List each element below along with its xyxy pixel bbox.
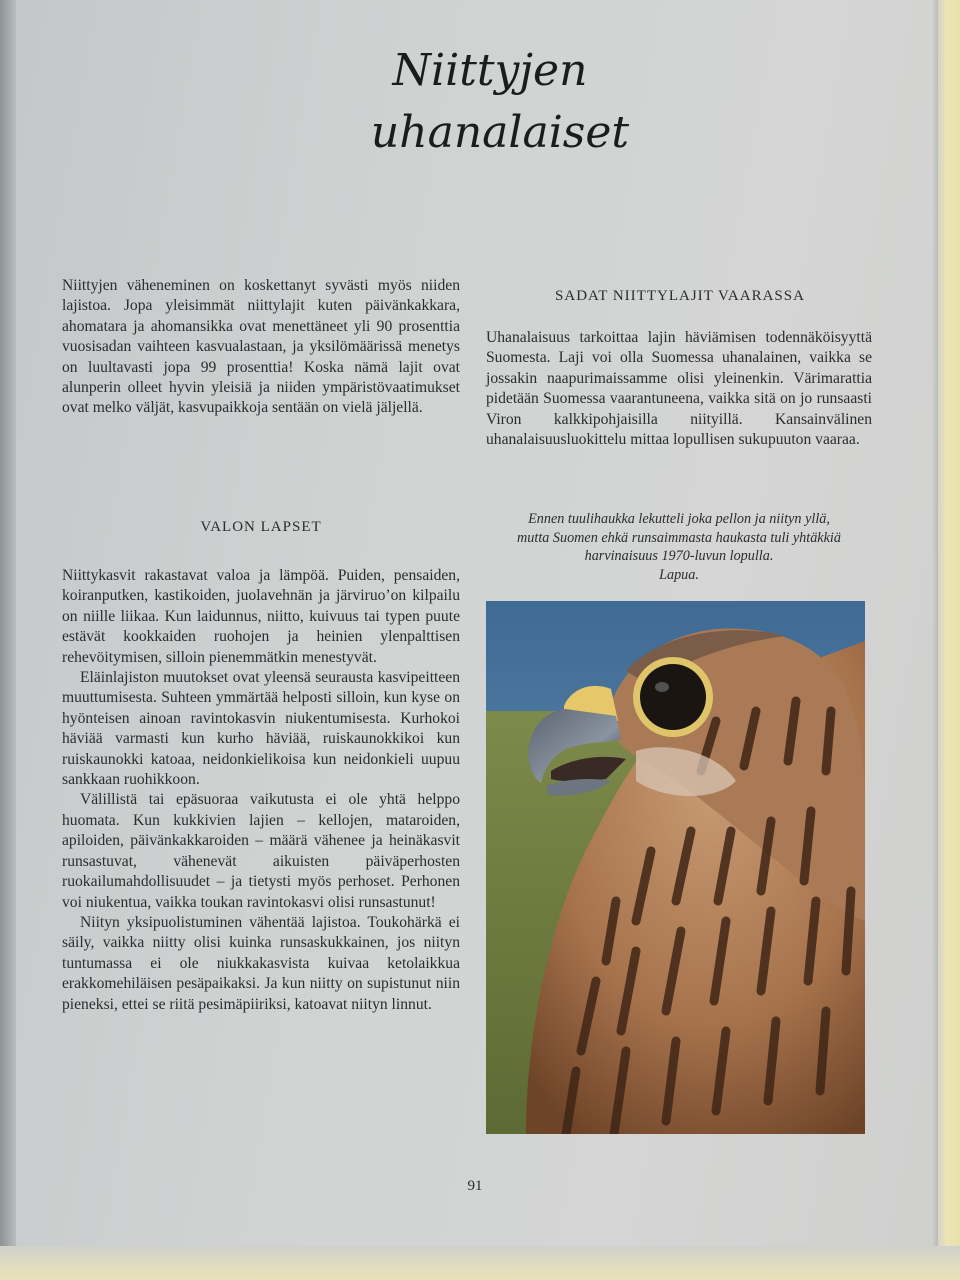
intro-paragraph [62,276,460,419]
caption-line: harvinaisuus 1970-luvun lopulla. [584,548,774,564]
caption-line: Ennen tuulihaukka lekutteli joka pellon ja niityn yllä, [528,511,830,527]
body-paragraph: Niityn yksipuolistuminen vähentää lajistoa. Toukohärkä ei säily, vaikka niitty olisi kuinka runsaskukkainen, jos niityn tuntumassa ei ole niukkakasvista kuivaa ketolaikkua erakkomehiläisen pesäpaikaksi. Ja kun niitty on supistunut niin pieneksi, ettei se riitä pesimäpiiriksi, katoavat niityn linnut. [62,913,460,1013]
section-heading-valon-lapset: VALON LAPSET [200,519,322,535]
intro-text: Niittyjen väheneminen on koskettanyt syvästi myös niiden lajistoa. Jopa yleisimmät niittylajit kuten päivänkakkara, ahomatara ja ahomansikka ovat menettäneet yli 90 prosenttia vuosisadan vaihteen kasvualastaan, ja yksilömäärissä menetys on luultavasti jopa 99 prosenttia! Koska nämä lajit ovat alunperin olleet hyvin yleisiä ja niiden ympäristövaatimukset ovat melko väljät, kasvupaikkoja sentään on vielä jäljellä. [62,277,460,417]
page-number: 91 [467,1178,483,1194]
caption-location: Lapua. [659,566,699,583]
page-edge [938,0,960,1280]
body-paragraph: Välillistä tai epäsuoraa vaikutusta ei ole yhtä helppo huomata. Kun kukkivien lajien – kellojen, mataroiden, apiloiden, päivänkakkaroiden – määrä vähenee ja heinäkasvit runsastuvat, vähenevät aikuisten päiväperhosten ruokailumahdollisuudet – ja tietysti myös perhoset. Perhonen voi niukentua, vaikka toukan ravintokasvi olisi runsastunut! [62,791,460,911]
body-paragraph: Uhanalaisuus tarkoittaa lajin häviämisen todennäköisyyttä Suomesta. Laji voi olla Suomessa uhanalainen, vaikka se jossakin naapurimaissamme olisi yleinenkin. Värimarattia pidetään Suomessa vaarantuneena, vaikka sitä on jo runsaasti Viron kalkkipohjaisilla niityillä. Kansainvälinen uhanalaisuusluokittelu mittaa lopullisen sukupuuton vaaraa. [486,329,872,449]
body-paragraph: Eläinlajiston muutokset ovat yleensä seurausta kasvipeitteen muuttumisesta. Suhteen ymmärtää helposti silloin, kun kyse on hyönteisen ainoan ravintokasvin niukentumisesta. Kurhokoi häviää varmasti kun kurho häviää, ruiskaunokkikoi kun ruiskaunokki katoaa, neidonkielikoisa kun neidonkieli uupuu sankkaan ruohikkoon. [62,669,460,789]
body-paragraph: Niittykasvit rakastavat valoa ja lämpöä. Puiden, pensaiden, koiranputken, kastikoiden, juolavehnän ja järviruo’on kilpailu on niille liikaa. Kun laidunnus, niitto, kuivuus tai typen puute estävät kookkaiden ruohojen ja heinien ylenpalttisen rehevöitymisen, silloin pienemmätkin menestyvät. [62,567,460,666]
title-line-2: uhanalaiset [370,107,630,158]
title-line-1: Niittyjen [392,45,588,96]
kestrel-photo [486,601,865,1134]
page-bottom-edge [0,1246,960,1280]
right-column-body [486,328,872,450]
section-heading-sadat-niittylajit: SADAT NIITTYLAJIT VAARASSA [555,288,805,304]
caption-line: mutta Suomen ehkä runsaimmasta haukasta tuli yhtäkkiä [517,529,841,546]
left-column-body [62,566,460,1015]
photo-caption [494,510,864,584]
page-gutter-shadow [0,0,16,1280]
page-title [300,40,680,164]
